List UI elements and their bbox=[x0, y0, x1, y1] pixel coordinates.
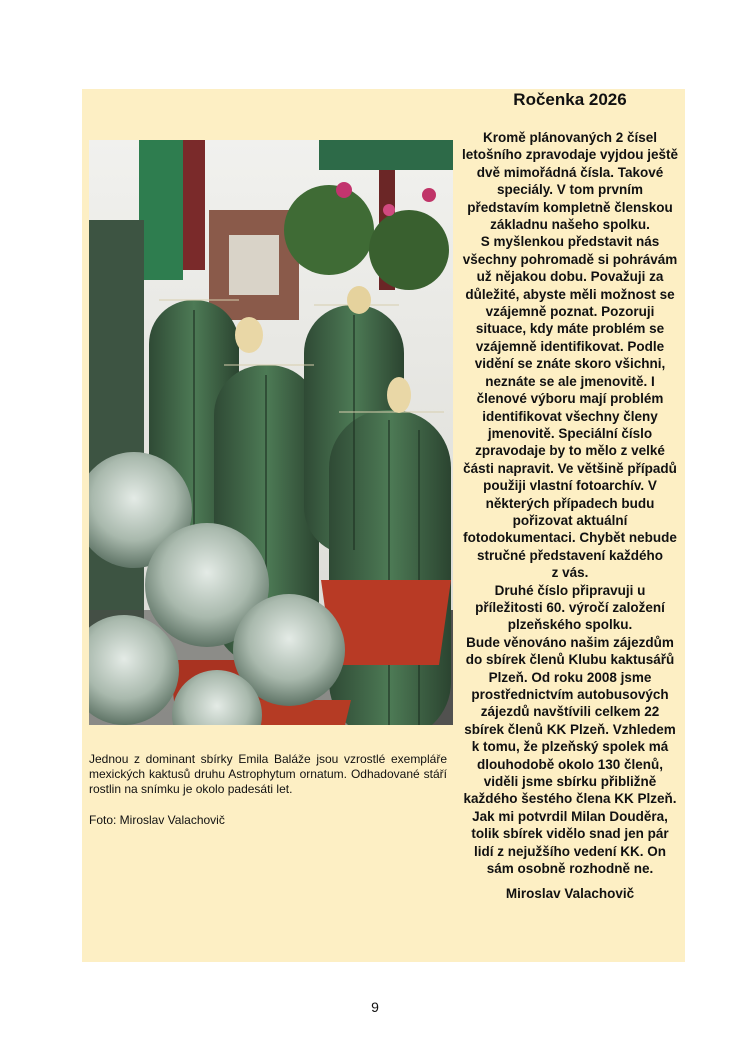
article-line: Plzeň. Od roku 2008 jsme bbox=[488, 669, 652, 685]
article-line: tolik sbírek vidělo snad jen pár bbox=[471, 826, 669, 842]
article-line: letošního zpravodaje vyjdou ještě bbox=[461, 147, 679, 163]
article-line: viděli jsme sbírku přibližně bbox=[483, 774, 657, 790]
article-line: každého šestého člena KK Plzeň. bbox=[463, 791, 677, 807]
article-line: identifikovat všechny členy bbox=[482, 408, 658, 424]
article-line: použiji vlastní fotoarchív. V bbox=[483, 478, 657, 494]
article-line: všechny pohromadě si pohrávám bbox=[462, 251, 678, 267]
article-line: zpravodaje by to mělo z velké bbox=[475, 443, 665, 459]
article-line: dlouhodobě okolo 130 členů, bbox=[476, 756, 663, 772]
article-line: sbírek členů KK Plzeň. Vzhledem bbox=[464, 721, 676, 737]
cactus-photo-illustration bbox=[89, 140, 453, 725]
article-line: Jak mi potvrdil Milan Douděra, bbox=[472, 808, 668, 824]
article-line: členové výboru mají problém bbox=[476, 391, 664, 407]
article-line: základnu našeho spolku. bbox=[490, 217, 650, 233]
article-title: Ročenka 2026 bbox=[513, 90, 627, 109]
article-line: dvě mimořádná čísla. Takové bbox=[476, 164, 664, 180]
article-line: lidí z nejužšího vedení KK. On bbox=[473, 843, 667, 859]
photo-caption-text: Jednou z dominant sbírky Emila Baláže jsou vzrostlé exempláře mexických kaktusů druhu Astrophytum ornatum. Odhadované stáří rostlin na snímku je okolo padesáti let. bbox=[89, 752, 447, 796]
photo-credit: Foto: Miroslav Valachovič bbox=[89, 813, 225, 827]
article-line: vidění se znáte skoro všichni, bbox=[474, 356, 666, 372]
article-line: Kromě plánovaných 2 čísel bbox=[482, 130, 658, 145]
article-line: prostřednictvím autobusových bbox=[471, 687, 669, 702]
article-line: stručné představení každého bbox=[476, 547, 664, 563]
page-number: 9 bbox=[371, 999, 379, 1015]
article-line: důležité, abyste měli možnost se bbox=[465, 286, 675, 302]
photo-caption bbox=[89, 752, 447, 797]
article-line: části napravit. Ve většině případů bbox=[463, 460, 677, 476]
article-line: představím kompletně členskou bbox=[467, 199, 673, 215]
cactus-photo bbox=[89, 140, 453, 725]
article-line: Bude věnováno našim zájezdům bbox=[466, 634, 674, 650]
article-line: neznáte se ale jmenovitě. I bbox=[485, 373, 655, 389]
article-line: sám osobně rozhodně ne. bbox=[486, 861, 654, 877]
article-body bbox=[456, 129, 684, 877]
article-line: Druhé číslo připravuji u bbox=[494, 582, 646, 598]
article-line: situace, kdy máte problém se bbox=[475, 321, 665, 337]
article-line: vzájemně poznat. Pozoruji bbox=[485, 304, 655, 320]
article-line: fotodokumentaci. Chybět nebude bbox=[463, 530, 677, 546]
article-line: jmenovitě. Speciální číslo bbox=[487, 425, 653, 441]
article-line: z vás. bbox=[551, 565, 589, 581]
article-line: vzájemně identifikovat. Podle bbox=[475, 338, 665, 354]
article-line: příležitosti 60. výročí založení bbox=[475, 599, 665, 615]
article-line: už nějakou dobu. Považuji za bbox=[476, 269, 664, 285]
article-line: zájezdů navštívili celkem 22 bbox=[480, 704, 660, 720]
article-line: některých případech budu bbox=[485, 495, 655, 511]
article-line: do sbírek členů Klubu kaktusářů bbox=[465, 652, 675, 668]
article-line: S myšlenkou představit nás bbox=[480, 234, 660, 250]
article-line: plzeňského spolku. bbox=[507, 617, 633, 633]
article-line: k tomu, že plzeňský spolek má bbox=[471, 739, 669, 755]
article-line: speciály. V tom prvním bbox=[496, 182, 644, 198]
article-line: pořizovat aktuální bbox=[512, 512, 628, 528]
article-author: Miroslav Valachovič bbox=[505, 886, 635, 901]
